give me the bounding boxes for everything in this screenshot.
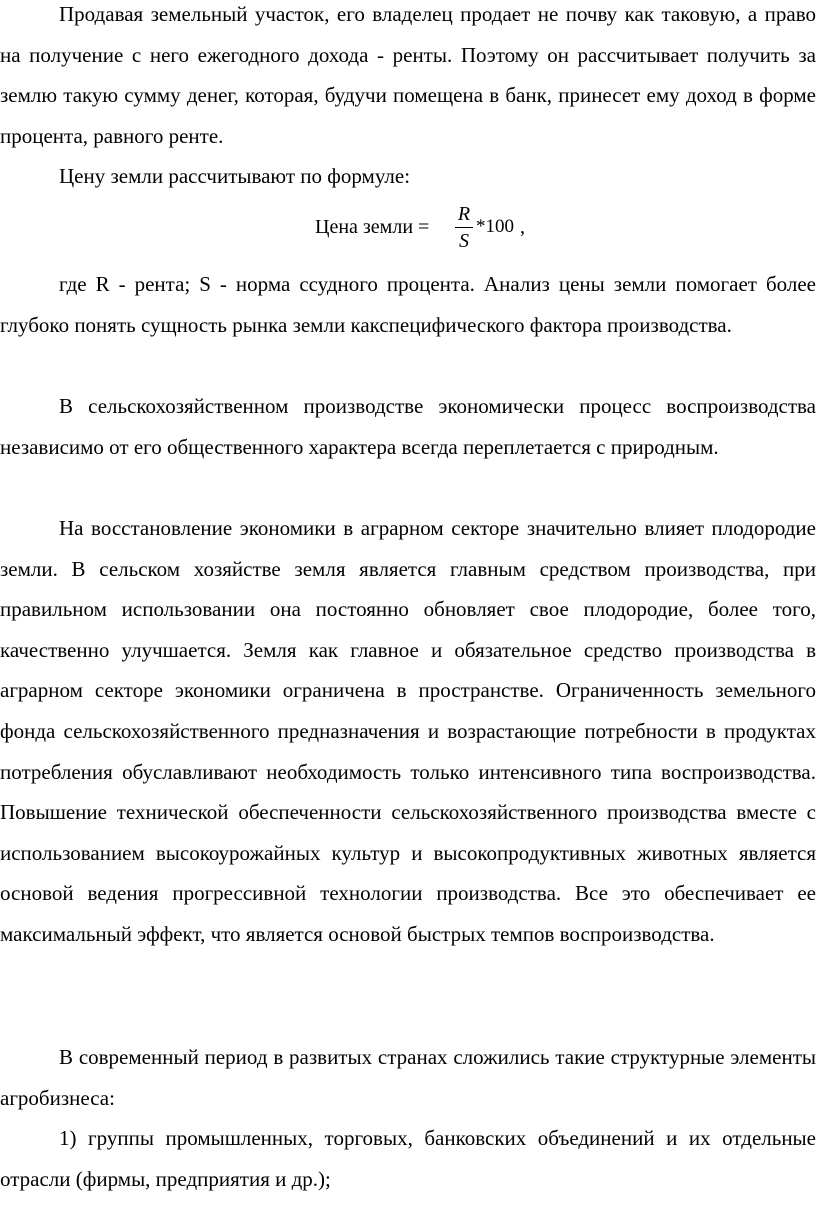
paragraph-where: где R - рента; S - норма ссудного процента. Анализ цены земли помогает более глубоко понять сущность рынка земли какспецифического фактора производства. [0, 272, 816, 337]
formula-comma: , [520, 216, 525, 238]
formula-denominator: S [459, 230, 469, 252]
paragraph-modern-period: В современный период в развитых странах сложились такие структурные элементы агробизнеса: [0, 1045, 816, 1110]
formula-numerator: R [457, 203, 471, 225]
formula-multiplier: *100 [476, 216, 514, 237]
paragraph-agri-production: В сельскохозяйственном производстве экономически процесс воспроизводства независимо от его общественного характера всегда переплетается с природным. [0, 394, 816, 459]
paragraph-formula-intro: Цену земли рассчитывают по формуле: [59, 164, 411, 188]
list-item: 1) группы промышленных, торговых, банковских объединений и их отдельные отрасли (фирмы, предприятия и др.); [0, 1126, 816, 1191]
formula-lhs: Цена земли = [315, 216, 430, 238]
paragraph-restoration: На восстановление экономики в аграрном секторе значительно влияет плодородие земли. В сельском хозяйстве земля является главным средством производства, при правильном использовании она постоянно обновляет свое плодородие, более того, качественно улучшается. Земля как главное и обязательное средство производства в аграрном секторе экономики ограничена в пространстве. Ограниченность земельного фонда сельскохозяйственного предназначения и возрастающие потребности в продуктах потребления обуславливают необходимость только интенсивного типа воспроизводства. Повышение технической обеспеченности сельскохозяйственного производства вместе с использованием высокоурожайных культур и высокопродуктивных животных является основой ведения прогрессивной технологии производства. Все это обеспечивает ее максимальный эффект, что является основой быстрых темпов воспроизводства. [0, 516, 816, 946]
paragraph-intro: Продавая земельный участок, его владелец продает не почву как таковую, а право на получение с него ежегодного дохода - ренты. Поэтому он рассчитывает получить за землю такую сумму денег, которая, будучи помещена в банк, принесет ему доход в форме процента, равного ренте. [0, 2, 816, 148]
fraction-bar [455, 227, 473, 228]
